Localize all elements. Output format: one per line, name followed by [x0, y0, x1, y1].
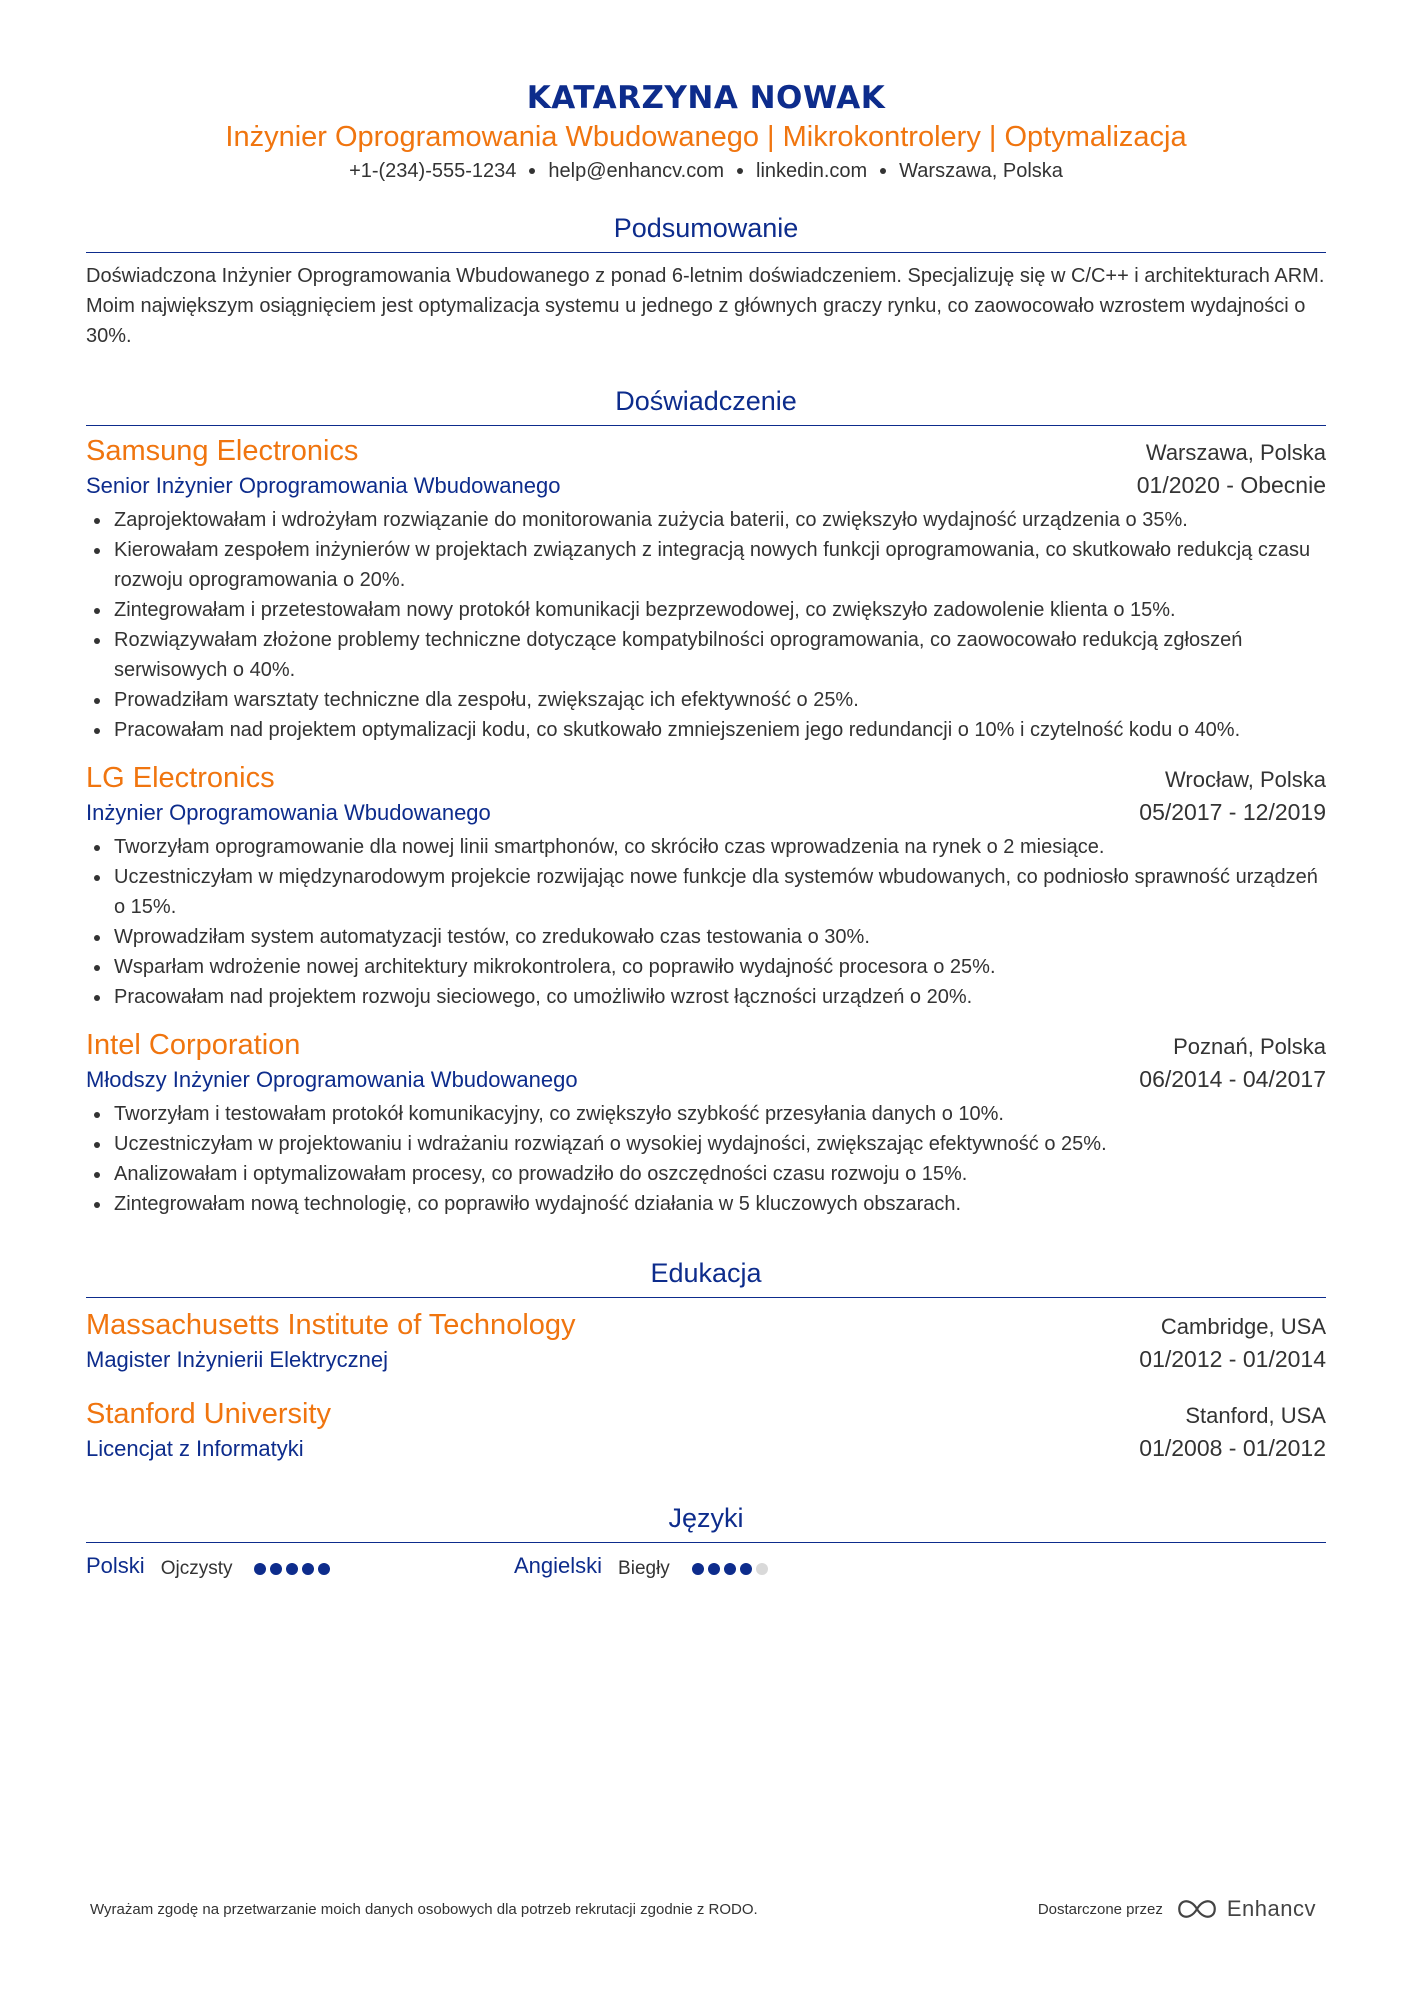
education-entry	[86, 1306, 1326, 1375]
contact-location: Warszawa, Polska	[899, 160, 1063, 182]
experience-entry	[86, 759, 1326, 1012]
experience-title: Doświadczenie	[86, 383, 1326, 426]
education-section	[86, 1255, 1326, 1464]
languages-title: Języki	[86, 1500, 1326, 1543]
entry-subheader-row	[86, 1433, 1326, 1464]
achievement-list	[86, 505, 1326, 745]
achievement-item: Zintegrowałam i przetestowałam nowy protokół komunikacji bezprzewodowej, co zwiększyło zadowolenie klienta o 15%.	[86, 595, 1326, 625]
achievement-item: Prowadziłam warsztaty techniczne dla zespołu, zwiększając ich efektywność o 25%.	[86, 685, 1326, 715]
company-name: Intel Corporation	[86, 1029, 301, 1061]
brand-name: Enhancv	[1226, 1896, 1316, 1921]
job-location: Warszawa, Polska	[1145, 440, 1326, 465]
school-location: Stanford, USA	[1185, 1403, 1326, 1428]
job-location: Wrocław, Polska	[1165, 767, 1326, 792]
achievement-item: Tworzyłam i testowałam protokół komunikacyjny, co zwiększyło szybkość przesyłania danych o 10%.	[86, 1099, 1326, 1129]
achievement-list	[86, 1099, 1326, 1219]
language-level: Biegły	[618, 1558, 670, 1579]
job-title: Senior Inżynier Oprogramowania Wbudowanego	[86, 473, 561, 498]
languages-section	[86, 1500, 1326, 1581]
entry-header-row	[86, 432, 1326, 470]
resume-header	[86, 0, 1326, 184]
school-name: Massachusetts Institute of Technology	[86, 1309, 576, 1341]
separator-dot	[737, 168, 743, 174]
degree-name: Licencjat z Informatyki	[86, 1436, 304, 1461]
separator-dot	[880, 168, 886, 174]
education-dates: 01/2008 - 01/2012	[1139, 1435, 1326, 1461]
contact-phone: +1-(234)-555-1234	[349, 160, 517, 182]
page-footer	[86, 1896, 1326, 1922]
achievement-item: Pracowałam nad projektem rozwoju sieciowego, co umożliwiło wzrost łączności urządzeń o 20%.	[86, 982, 1326, 1012]
entry-header-row	[86, 1306, 1326, 1344]
experience-entry	[86, 1026, 1326, 1219]
language-rating	[692, 1563, 772, 1575]
powered-by-label: Dostarczone przez	[1037, 1900, 1163, 1918]
job-title: Inżynier Oprogramowania Wbudowanego	[86, 800, 491, 825]
achievement-item: Pracowałam nad projektem optymalizacji kodu, co skutkowało zmniejszeniem jego redundancji o 10% i czytelność kodu o 40%.	[86, 715, 1326, 745]
entry-header-row	[86, 1026, 1326, 1064]
summary-title: Podsumowanie	[86, 210, 1326, 253]
language-name: Angielski	[514, 1553, 603, 1578]
separator-dot	[529, 168, 535, 174]
entry-subheader-row	[86, 797, 1326, 828]
achievement-item: Wsparłam wdrożenie nowej architektury mikrokontrolera, co poprawiło wydajność procesora o 25%.	[86, 952, 1326, 982]
language-item	[514, 1551, 772, 1581]
rating-dot-filled	[692, 1563, 704, 1575]
job-title: Młodszy Inżynier Oprogramowania Wbudowanego	[86, 1067, 578, 1092]
rating-dot-filled	[270, 1563, 282, 1575]
candidate-name: KATARZYNA NOWAK	[526, 80, 886, 116]
achievement-list	[86, 832, 1326, 1012]
summary-text: Doświadczona Inżynier Oprogramowania Wbudowanego z ponad 6-letnim doświadczeniem. Specjalizuję się w C/C++ i architekturach ARM. Moim największym osiągnięciem jest optymalizacja systemu u jednego z głównych graczy rynku, co zaowocowało wzrostem wydajności o 30%.	[86, 265, 1325, 347]
education-dates: 01/2012 - 01/2014	[1139, 1346, 1326, 1372]
contact-linkedin[interactable]: linkedin.com	[756, 160, 868, 182]
rating-dot-filled	[318, 1563, 330, 1575]
rating-dot-filled	[708, 1563, 720, 1575]
rating-dot-filled	[724, 1563, 736, 1575]
education-title: Edukacja	[86, 1255, 1326, 1298]
degree-name: Magister Inżynierii Elektrycznej	[86, 1347, 388, 1372]
rating-dot-filled	[740, 1563, 752, 1575]
rating-dot-filled	[254, 1563, 266, 1575]
languages-list	[86, 1551, 1326, 1581]
language-name: Polski	[86, 1553, 145, 1578]
company-name: LG Electronics	[86, 762, 275, 794]
language-item	[86, 1551, 514, 1581]
achievement-item: Analizowałam i optymalizowałam procesy, co prowadziło do oszczędności czasu rozwoju o 15%.	[86, 1159, 1326, 1189]
infinity-logo-icon	[1175, 1897, 1219, 1921]
company-name: Samsung Electronics	[86, 435, 359, 467]
gdpr-consent: Wyrażam zgodę na przetwarzanie moich danych osobowych dla potrzeb rekrutacji zgodnie z RODO.	[90, 1900, 758, 1918]
achievement-item: Zintegrowałam nową technologię, co poprawiło wydajność działania w 5 kluczowych obszarach.	[86, 1189, 1326, 1219]
school-location: Cambridge, USA	[1160, 1314, 1326, 1339]
rating-dot-empty	[756, 1563, 768, 1575]
job-dates: 05/2017 - 12/2019	[1139, 799, 1326, 825]
contact-line	[86, 158, 1326, 184]
education-entry	[86, 1395, 1326, 1464]
language-rating	[254, 1563, 334, 1575]
achievement-item: Kierowałam zespołem inżynierów w projektach związanych z integracją nowych funkcji oprogramowania, co skutkowało redukcją czasu rozwoju oprogramowania o 20%.	[86, 535, 1326, 595]
achievement-item: Tworzyłam oprogramowanie dla nowej linii smartphonów, co skróciło czas wprowadzenia na rynek o 2 miesiące.	[86, 832, 1326, 862]
entry-subheader-row	[86, 1344, 1326, 1375]
contact-email[interactable]: help@enhancv.com	[548, 160, 724, 182]
entry-header-row	[86, 759, 1326, 797]
experience-entry	[86, 432, 1326, 745]
entry-subheader-row	[86, 1064, 1326, 1095]
experience-section	[86, 383, 1326, 1219]
job-location: Poznań, Polska	[1173, 1034, 1326, 1059]
rating-dot-filled	[302, 1563, 314, 1575]
achievement-item: Uczestniczyłam w międzynarodowym projekcie rozwijając nowe funkcje dla systemów wbudowanych, co podniosło sprawność urządzeń o 15%.	[86, 862, 1326, 922]
achievement-item: Uczestniczyłam w projektowaniu i wdrażaniu rozwiązań o wysokiej wydajności, zwiększając efektywność o 25%.	[86, 1129, 1326, 1159]
rating-dot-filled	[286, 1563, 298, 1575]
entry-header-row	[86, 1395, 1326, 1433]
summary-section	[86, 210, 1326, 351]
job-dates: 01/2020 - Obecnie	[1136, 472, 1326, 498]
powered-by[interactable]	[1038, 1896, 1316, 1922]
achievement-item: Wprowadziłam system automatyzacji testów, co zredukowało czas testowania o 30%.	[86, 922, 1326, 952]
school-name: Stanford University	[86, 1398, 331, 1430]
language-level: Ojczysty	[160, 1558, 233, 1579]
job-dates: 06/2014 - 04/2017	[1139, 1066, 1326, 1092]
achievement-item: Rozwiązywałam złożone problemy techniczne dotyczące kompatybilności oprogramowania, co zaowocowało redukcją zgłoszeń serwisowych o 40%.	[86, 625, 1326, 685]
achievement-item: Zaprojektowałam i wdrożyłam rozwiązanie do monitorowania zużycia baterii, co zwiększyło wydajność urządzenia o 35%.	[86, 505, 1326, 535]
entry-subheader-row	[86, 470, 1326, 501]
resume-page	[86, 0, 1326, 1995]
candidate-headline: Inżynier Oprogramowania Wbudowanego | Mikrokontrolery | Optymalizacja	[225, 121, 1187, 153]
